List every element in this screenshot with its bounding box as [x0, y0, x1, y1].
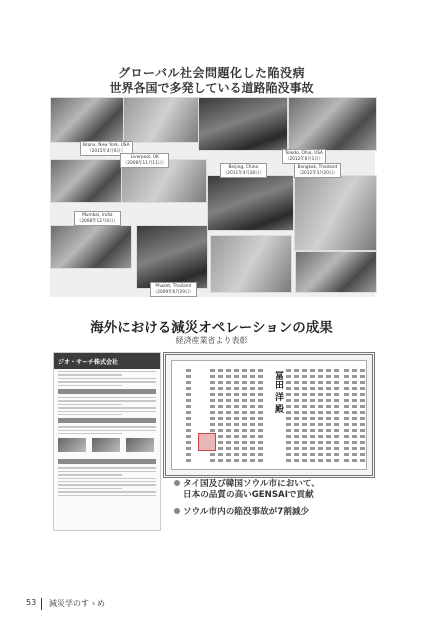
- section-title: 海外における減災オペレーションの成果: [90, 320, 333, 336]
- section-subtitle: 経済産業省より表彰: [175, 336, 248, 345]
- photo-toledo: [198, 97, 288, 151]
- caption-phuket: Phuket, Thailand （2009年6月29日）: [150, 282, 197, 297]
- caption-liverpool: Liverpool, UK （2008年11月11日）: [120, 153, 169, 168]
- caption-bangkok: Bangkok, Thailand （2012年3月20日）: [294, 163, 341, 178]
- certificate-recipient-name: 冨田 洋 殿: [273, 371, 283, 414]
- bullet-dot-icon: [174, 480, 180, 486]
- company-document: [53, 352, 161, 531]
- photo-bronx: [50, 97, 124, 143]
- caption-beijing: Beijing, China （2011年4月28日）: [220, 163, 267, 178]
- footer-divider: [41, 598, 42, 610]
- photo-bangkok-2: [295, 251, 377, 293]
- document-company-name: ジオ・サーチ株式会社: [54, 353, 160, 369]
- caption-mumbai: Mumbai, India （2008年12月4日）: [74, 211, 121, 226]
- footer-book-title: 減災学のすゝめ: [49, 599, 105, 608]
- photo-toledo-2: [288, 97, 377, 151]
- photo-liverpool: [50, 159, 122, 203]
- caption-bronx: Bronx, New York, USA （2015年4月6日）: [80, 141, 133, 156]
- caption-toledo: Toledo, Ohio, USA （2012年6月1日）: [282, 149, 326, 164]
- photo-mumbai: [50, 225, 132, 269]
- page-number: 53: [26, 598, 37, 607]
- photo-phuket-2: [210, 235, 292, 293]
- page-title-line1: グローバル社会問題化した陥没病: [118, 66, 305, 80]
- photo-beijing: [207, 175, 294, 231]
- photo-bangkok: [294, 175, 377, 251]
- bullet-item-2: ソウル市内の陥没事故が7割減少: [174, 507, 309, 518]
- photo-bronx-2: [123, 97, 199, 143]
- photo-phuket: [136, 225, 208, 289]
- bullet-dot-icon: [174, 508, 180, 514]
- official-seal: [198, 433, 216, 451]
- award-certificate: [163, 352, 375, 478]
- sinkhole-photo-collage: [50, 97, 375, 297]
- bullet-item-1: タイ国及び韓国ソウル市において、 日本の品質の高いGENSAIで貢献: [174, 479, 320, 501]
- page-title-line2: 世界各国で多発している道路陥没事故: [109, 81, 314, 95]
